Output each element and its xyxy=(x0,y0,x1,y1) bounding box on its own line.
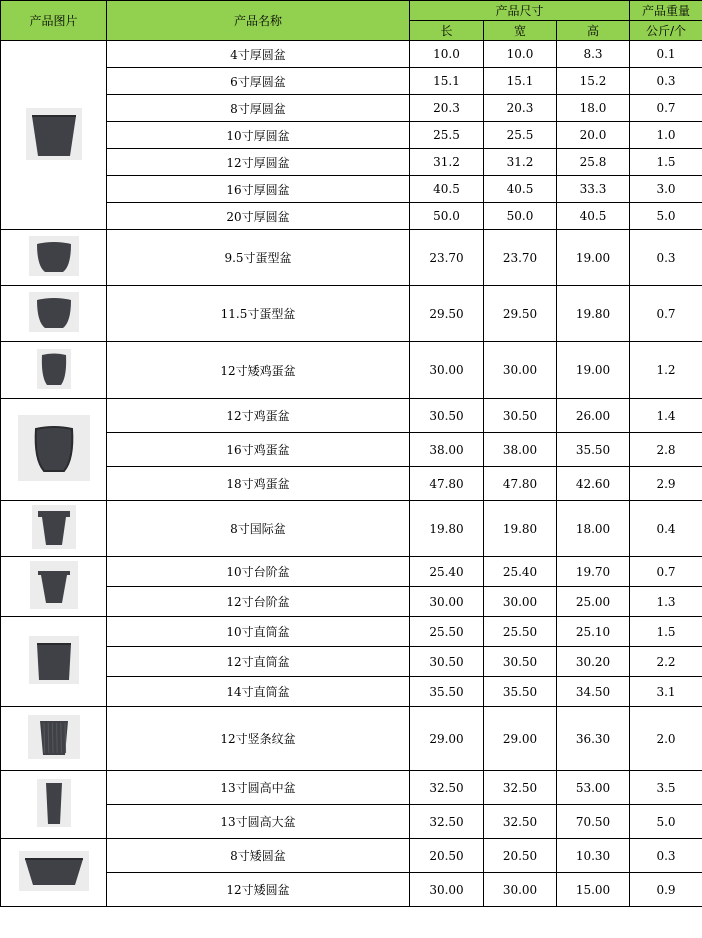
width-value: 32.50 xyxy=(484,805,557,839)
width-value: 30.50 xyxy=(484,647,557,677)
width-value: 35.50 xyxy=(484,677,557,707)
weight-value: 2.8 xyxy=(630,433,702,467)
length-value: 32.50 xyxy=(410,771,484,805)
table-row xyxy=(1,839,702,873)
width-value: 31.2 xyxy=(484,149,557,176)
egg-pot-icon xyxy=(29,292,79,332)
table-row xyxy=(1,399,702,433)
table-row xyxy=(1,587,702,617)
weight-value: 5.0 xyxy=(630,203,702,230)
weight-value: 0.7 xyxy=(630,557,702,587)
international-pot-icon xyxy=(32,505,76,549)
table-row xyxy=(1,647,702,677)
product-name: 8寸国际盆 xyxy=(107,501,410,557)
header-image: 产品图片 xyxy=(1,1,107,41)
height-value: 19.00 xyxy=(557,342,630,399)
length-value: 32.50 xyxy=(410,805,484,839)
header-size: 产品尺寸 xyxy=(410,1,630,21)
table-row xyxy=(1,557,702,587)
length-value: 31.2 xyxy=(410,149,484,176)
height-value: 15.2 xyxy=(557,68,630,95)
width-value: 25.50 xyxy=(484,617,557,647)
width-value: 32.50 xyxy=(484,771,557,805)
weight-value: 0.4 xyxy=(630,501,702,557)
table-row xyxy=(1,95,702,122)
product-name: 13寸圆高中盆 xyxy=(107,771,410,805)
product-image-cell xyxy=(1,230,107,286)
width-value: 30.50 xyxy=(484,399,557,433)
header-height: 高 xyxy=(557,21,630,41)
height-value: 15.00 xyxy=(557,873,630,907)
length-value: 35.50 xyxy=(410,677,484,707)
product-name: 12寸鸡蛋盆 xyxy=(107,399,410,433)
length-value: 15.1 xyxy=(410,68,484,95)
height-value: 25.00 xyxy=(557,587,630,617)
height-value: 25.10 xyxy=(557,617,630,647)
weight-value: 1.3 xyxy=(630,587,702,617)
weight-value: 2.2 xyxy=(630,647,702,677)
width-value: 23.70 xyxy=(484,230,557,286)
chicken-egg-pot-icon xyxy=(18,415,90,481)
length-value: 30.50 xyxy=(410,399,484,433)
header-weight: 产品重量 xyxy=(630,1,702,21)
table-row xyxy=(1,677,702,707)
length-value: 30.50 xyxy=(410,647,484,677)
height-value: 34.50 xyxy=(557,677,630,707)
weight-value: 1.5 xyxy=(630,617,702,647)
length-value: 30.00 xyxy=(410,342,484,399)
product-image-cell xyxy=(1,839,107,907)
height-value: 30.20 xyxy=(557,647,630,677)
product-name: 11.5寸蛋型盆 xyxy=(107,286,410,342)
product-name: 12寸竖条纹盆 xyxy=(107,707,410,771)
product-image-cell xyxy=(1,342,107,399)
product-name: 4寸厚圆盆 xyxy=(107,41,410,68)
table-header xyxy=(1,1,702,41)
length-value: 10.0 xyxy=(410,41,484,68)
height-value: 70.50 xyxy=(557,805,630,839)
width-value: 47.80 xyxy=(484,467,557,501)
product-name: 12寸矮鸡蛋盆 xyxy=(107,342,410,399)
table-row xyxy=(1,617,702,647)
weight-value: 3.0 xyxy=(630,176,702,203)
striped-pot-icon xyxy=(28,715,80,759)
height-value: 18.00 xyxy=(557,501,630,557)
weight-value: 2.0 xyxy=(630,707,702,771)
low-round-pot-icon xyxy=(19,851,89,891)
table-row xyxy=(1,805,702,839)
product-name: 18寸鸡蛋盆 xyxy=(107,467,410,501)
height-value: 26.00 xyxy=(557,399,630,433)
product-name: 8寸厚圆盆 xyxy=(107,95,410,122)
step-pot-icon xyxy=(30,561,78,609)
weight-value: 0.1 xyxy=(630,41,702,68)
width-value: 29.00 xyxy=(484,707,557,771)
product-name: 12寸厚圆盆 xyxy=(107,149,410,176)
length-value: 29.50 xyxy=(410,286,484,342)
product-image-cell xyxy=(1,41,107,230)
header-unit: 公斤/个 xyxy=(630,21,702,41)
weight-value: 1.5 xyxy=(630,149,702,176)
product-name: 10寸台阶盆 xyxy=(107,557,410,587)
short-egg-pot-icon xyxy=(37,349,71,389)
length-value: 29.00 xyxy=(410,707,484,771)
product-name: 8寸矮圆盆 xyxy=(107,839,410,873)
length-value: 20.3 xyxy=(410,95,484,122)
width-value: 20.3 xyxy=(484,95,557,122)
weight-value: 2.9 xyxy=(630,467,702,501)
width-value: 10.0 xyxy=(484,41,557,68)
product-name: 10寸直筒盆 xyxy=(107,617,410,647)
height-value: 20.0 xyxy=(557,122,630,149)
tall-round-pot-icon xyxy=(37,779,71,827)
length-value: 38.00 xyxy=(410,433,484,467)
length-value: 25.5 xyxy=(410,122,484,149)
weight-value: 0.9 xyxy=(630,873,702,907)
height-value: 19.70 xyxy=(557,557,630,587)
product-image-cell xyxy=(1,707,107,771)
height-value: 25.8 xyxy=(557,149,630,176)
width-value: 20.50 xyxy=(484,839,557,873)
product-name: 13寸圆高大盆 xyxy=(107,805,410,839)
height-value: 35.50 xyxy=(557,433,630,467)
egg-pot-icon xyxy=(29,236,79,276)
table-row xyxy=(1,286,702,342)
product-name: 14寸直筒盆 xyxy=(107,677,410,707)
product-image-cell xyxy=(1,399,107,501)
width-value: 29.50 xyxy=(484,286,557,342)
weight-value: 0.3 xyxy=(630,839,702,873)
height-value: 40.5 xyxy=(557,203,630,230)
product-name: 12寸台阶盆 xyxy=(107,587,410,617)
header-width: 宽 xyxy=(484,21,557,41)
width-value: 30.00 xyxy=(484,587,557,617)
length-value: 19.80 xyxy=(410,501,484,557)
product-name: 16寸鸡蛋盆 xyxy=(107,433,410,467)
width-value: 40.5 xyxy=(484,176,557,203)
length-value: 40.5 xyxy=(410,176,484,203)
width-value: 15.1 xyxy=(484,68,557,95)
height-value: 8.3 xyxy=(557,41,630,68)
height-value: 53.00 xyxy=(557,771,630,805)
height-value: 19.00 xyxy=(557,230,630,286)
product-name: 20寸厚圆盆 xyxy=(107,203,410,230)
product-name: 6寸厚圆盆 xyxy=(107,68,410,95)
length-value: 20.50 xyxy=(410,839,484,873)
height-value: 42.60 xyxy=(557,467,630,501)
length-value: 23.70 xyxy=(410,230,484,286)
width-value: 25.5 xyxy=(484,122,557,149)
weight-value: 0.7 xyxy=(630,95,702,122)
table-row xyxy=(1,501,702,557)
width-value: 38.00 xyxy=(484,433,557,467)
table-row xyxy=(1,707,702,771)
product-image-cell xyxy=(1,557,107,617)
length-value: 30.00 xyxy=(410,587,484,617)
width-value: 30.00 xyxy=(484,873,557,907)
weight-value: 0.3 xyxy=(630,68,702,95)
height-value: 10.30 xyxy=(557,839,630,873)
product-image-cell xyxy=(1,617,107,707)
length-value: 25.50 xyxy=(410,617,484,647)
straight-pot-icon xyxy=(29,636,79,684)
weight-value: 5.0 xyxy=(630,805,702,839)
height-value: 33.3 xyxy=(557,176,630,203)
width-value: 19.80 xyxy=(484,501,557,557)
table-row xyxy=(1,433,702,467)
table-row xyxy=(1,41,702,68)
height-value: 19.80 xyxy=(557,286,630,342)
header-length: 长 xyxy=(410,21,484,41)
product-image-cell xyxy=(1,771,107,839)
weight-value: 0.7 xyxy=(630,286,702,342)
header-name: 产品名称 xyxy=(107,1,410,41)
weight-value: 1.0 xyxy=(630,122,702,149)
table-row xyxy=(1,771,702,805)
weight-value: 1.4 xyxy=(630,399,702,433)
table-row xyxy=(1,176,702,203)
product-name: 12寸矮圆盆 xyxy=(107,873,410,907)
table-body xyxy=(1,41,702,907)
length-value: 50.0 xyxy=(410,203,484,230)
product-name: 12寸直筒盆 xyxy=(107,647,410,677)
product-name: 16寸厚圆盆 xyxy=(107,176,410,203)
table-row xyxy=(1,203,702,230)
length-value: 25.40 xyxy=(410,557,484,587)
weight-value: 3.5 xyxy=(630,771,702,805)
height-value: 36.30 xyxy=(557,707,630,771)
table-row xyxy=(1,149,702,176)
height-value: 18.0 xyxy=(557,95,630,122)
product-name: 10寸厚圆盆 xyxy=(107,122,410,149)
width-value: 30.00 xyxy=(484,342,557,399)
weight-value: 3.1 xyxy=(630,677,702,707)
table-row xyxy=(1,68,702,95)
table-row xyxy=(1,873,702,907)
width-value: 25.40 xyxy=(484,557,557,587)
length-value: 30.00 xyxy=(410,873,484,907)
table-row xyxy=(1,230,702,286)
product-image-cell xyxy=(1,501,107,557)
round-thick-pot-icon xyxy=(26,108,82,160)
table-row xyxy=(1,467,702,501)
table-row xyxy=(1,342,702,399)
weight-value: 1.2 xyxy=(630,342,702,399)
product-image-cell xyxy=(1,286,107,342)
length-value: 47.80 xyxy=(410,467,484,501)
width-value: 50.0 xyxy=(484,203,557,230)
weight-value: 0.3 xyxy=(630,230,702,286)
product-name: 9.5寸蛋型盆 xyxy=(107,230,410,286)
table-row xyxy=(1,122,702,149)
